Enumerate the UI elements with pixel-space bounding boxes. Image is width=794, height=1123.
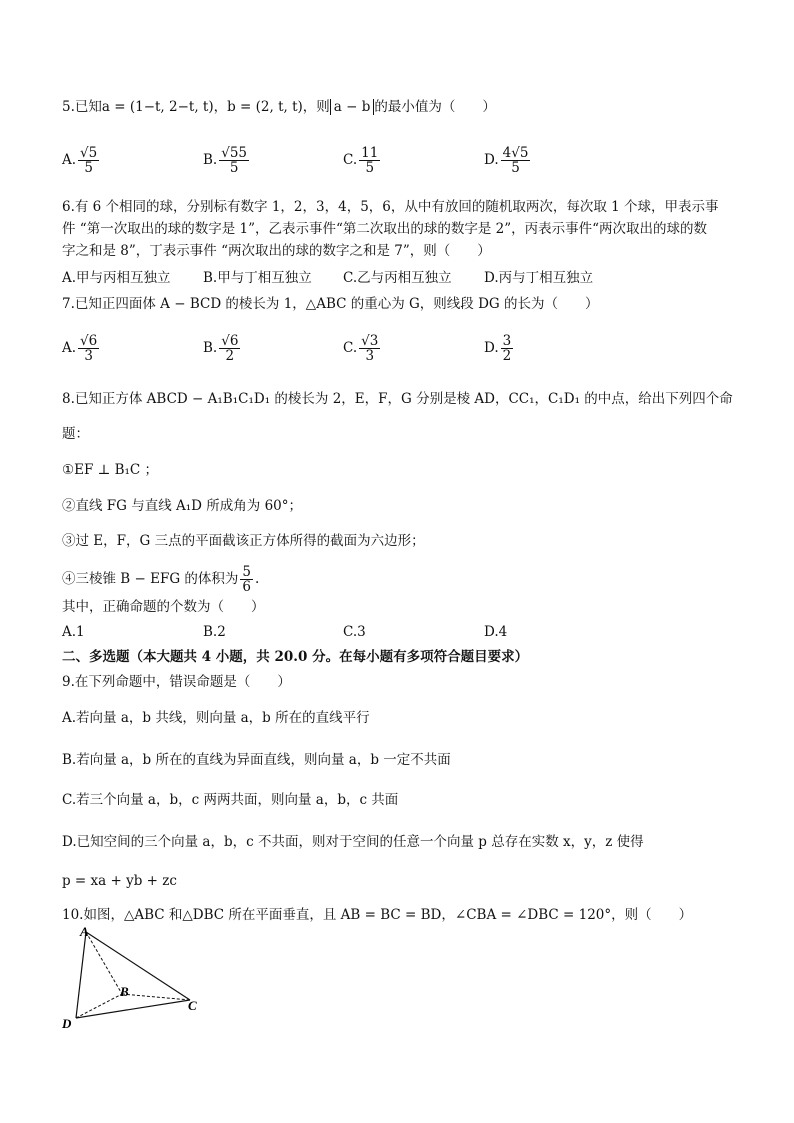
option-label: B. (203, 152, 218, 168)
q5-stem-suffix: 的最小值为（ ） (374, 99, 496, 115)
q9-option-d: D.已知空间的三个向量 a，b，c 不共面，则对于空间的任意一个向量 p 总存在实数 x，y，z 使得 (62, 834, 644, 850)
q6-option-c: C.乙与丙相互独立 (343, 270, 452, 286)
numerator: √5 (80, 145, 98, 161)
q9-option-c: C.若三个向量 a，b，c 两两共面，则向量 a，b，c 共面 (62, 792, 399, 808)
denominator: 5 (84, 160, 93, 176)
q8-proposition-3: ③过 E，F，G 三点的平面截该正方体所得的截面为六边形； (62, 533, 425, 549)
option-label: C. (343, 152, 358, 168)
label-c: C (188, 998, 197, 1013)
option-label: A. (62, 152, 77, 168)
q8-proposition-4 (62, 565, 259, 594)
fraction (501, 334, 514, 363)
q9-option-a: A.若向量 a，b 共线，则向量 a，b 所在的直线平行 (62, 710, 370, 726)
fraction (78, 146, 99, 175)
q8-line-1: 8.已知正方体 ABCD − A₁B₁C₁D₁ 的棱长为 2，E，F，G 分别是棱 AD，CC₁，C₁D₁ 的中点，给出下列四个命 (62, 391, 733, 407)
q8-option-c: C.3 (343, 624, 366, 640)
option-label: A. (62, 340, 77, 356)
q7-option-b (203, 334, 242, 363)
fraction (359, 146, 380, 175)
numerator: √55 (221, 145, 247, 161)
q6-option-d: D.丙与丁相互独立 (484, 270, 594, 286)
q5-option-b (203, 146, 251, 175)
q5-stem (62, 97, 496, 117)
label-d: D (62, 1016, 72, 1031)
fraction (219, 334, 240, 363)
q5-stem-prefix: 5.已知 (62, 99, 102, 115)
denominator: 3 (84, 348, 93, 364)
denominator: 5 (511, 160, 520, 176)
edge-bc-dashed (122, 994, 190, 1000)
q10-stem: 10.如图，△ABC 和△DBC 所在平面垂直，且 AB = BC = BD，∠CBA = ∠DBC = 120°，则（ ） (62, 907, 693, 923)
option-label: C. (343, 340, 358, 356)
q5-abs-expr: a − b (330, 99, 375, 115)
q5-sep1: ， (213, 99, 228, 115)
option-label: B. (203, 340, 218, 356)
q8-proposition-2: ②直线 FG 与直线 A₁D 所成角为 60°； (62, 498, 303, 514)
label-a: A (80, 924, 89, 939)
numerator: 11 (361, 145, 379, 161)
fraction (219, 146, 249, 175)
q6-option-b: B.甲与丁相互独立 (203, 270, 312, 286)
fraction (501, 146, 531, 175)
edge-ac (86, 932, 190, 1000)
numerator: 4√5 (502, 145, 529, 161)
q5-option-c (343, 146, 382, 175)
option-label: D. (484, 152, 499, 168)
denominator: 5 (365, 160, 375, 176)
q5-option-a (62, 146, 101, 175)
q5-vec-a: a = (1−t, 2−t, t) (101, 99, 214, 115)
q7-option-d (484, 334, 515, 363)
fraction (359, 334, 380, 363)
edge-dc (76, 1000, 190, 1018)
q9-option-b: B.若向量 a，b 所在的直线为异面直线，则向量 a，b 一定不共面 (62, 752, 451, 768)
q8-proposition-1: ①EF ⊥ B₁C ； (62, 462, 159, 478)
denominator: 2 (502, 348, 512, 364)
numerator: √6 (80, 333, 98, 349)
numerator: 5 (242, 564, 251, 580)
q9-formula: p = xa + yb + zc (62, 873, 177, 889)
q8-p4-suffix: . (255, 571, 260, 587)
denominator: 5 (229, 160, 239, 176)
q8-option-d: D.4 (484, 624, 508, 640)
numerator: √6 (221, 333, 239, 349)
q7-option-c (343, 334, 382, 363)
q8-option-a: A.1 (62, 624, 85, 640)
q6-line-1: 6.有 6 个相同的球，分别标有数字 1，2，3，4，5，6，从中有放回的随机取两次，每次取 1 个球，甲表示事 (62, 199, 719, 215)
denominator: 3 (365, 348, 375, 364)
q8-line-2: 题： (62, 426, 89, 442)
edge-ad (76, 932, 86, 1018)
section-title: 二、多选题（本大题共 4 小题，共 20.0 分。在每小题有多项符合题目要求） (62, 649, 529, 665)
tetrahedron-figure (58, 922, 208, 1034)
edge-ab-dashed (86, 932, 122, 994)
numerator: 3 (502, 333, 512, 349)
numerator: √3 (361, 333, 379, 349)
q7-option-a (62, 334, 101, 363)
q7-stem: 7.已知正四面体 A − BCD 的棱长为 1，△ABC 的重心为 G，则线段 DG 的长为（ ） (62, 296, 599, 312)
option-label: D. (484, 340, 499, 356)
q6-option-a: A.甲与丙相互独立 (62, 270, 171, 286)
q9-stem: 9.在下列命题中，错误命题是（ ） (62, 674, 291, 690)
q8-option-b: B.2 (203, 624, 226, 640)
q6-line-3: 字之和是 8”，丁表示事件 “两次取出的球的数字之和是 7”，则（ ） (62, 243, 491, 259)
q5-sep2: ，则 (302, 99, 330, 115)
label-b: B (120, 984, 129, 999)
denominator: 2 (225, 348, 235, 364)
q8-ask: 其中，正确命题的个数为（ ） (62, 599, 265, 615)
q8-p4-prefix: ④三棱锥 B − EFG 的体积为 (62, 571, 239, 587)
q5-vec-b: b = (2, t, t) (227, 99, 303, 115)
denominator: 6 (242, 579, 251, 595)
q5-option-d (484, 146, 532, 175)
q6-line-2: 件 “第一次取出的球的数字是 1”，乙表示事件“第二次取出的球的数字是 2”，丙表示事件“两次取出的球的数 (62, 221, 708, 237)
fraction (240, 565, 253, 594)
fraction (78, 334, 99, 363)
